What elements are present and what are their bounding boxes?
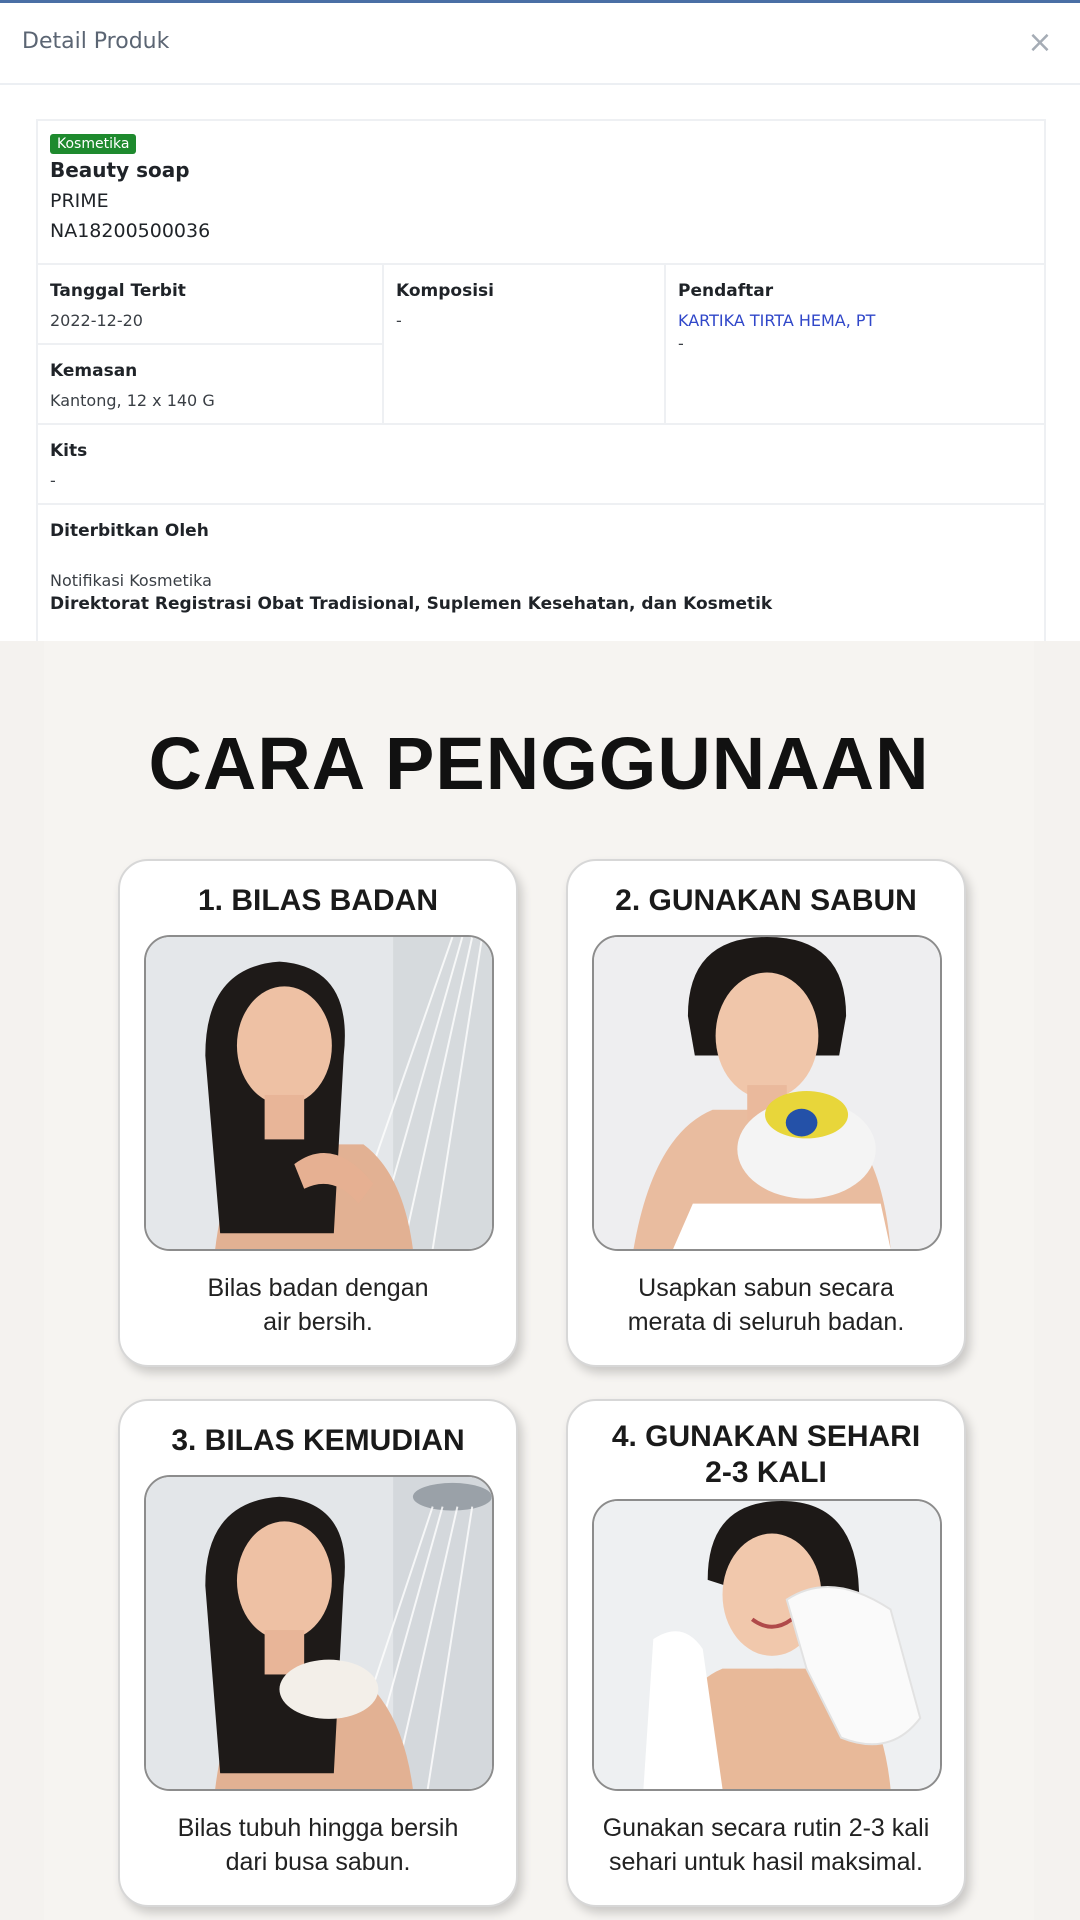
- step-title-line-2: 2-3 KALI: [705, 1456, 827, 1489]
- field-komposisi: [384, 265, 666, 425]
- shower-photo: [144, 935, 494, 1251]
- issuer-name: Direktorat Registrasi Obat Tradisional, Suplemen Kesehatan, dan Kosmetik: [50, 594, 773, 614]
- product-header: [38, 121, 1044, 265]
- product-detail-table: [36, 119, 1046, 641]
- field-value: -: [50, 471, 56, 490]
- field-label: Kits: [50, 441, 88, 461]
- field-value: Kantong, 12 x 140 G: [50, 391, 215, 410]
- field-value: 2022-12-20: [50, 311, 143, 330]
- field-tanggal-terbit: [38, 265, 384, 345]
- step-title: 3. BILAS KEMUDIAN: [171, 1424, 465, 1457]
- step-card-3: [118, 1399, 518, 1907]
- soap-lather-photo: [592, 935, 942, 1251]
- field-label: Pendaftar: [678, 281, 774, 301]
- field-kits: [38, 425, 1044, 505]
- product-detail-panel: [0, 85, 1080, 641]
- product-brand: PRIME: [50, 190, 109, 212]
- step-desc-line-1: Gunakan secara rutin 2-3 kali: [602, 1814, 930, 1842]
- step-card-4: [566, 1399, 966, 1907]
- step-desc-line-2: merata di seluruh badan.: [627, 1308, 905, 1336]
- modal-title: Detail Produk: [22, 29, 170, 54]
- registrant-link[interactable]: KARTIKA TIRTA HEMA, PT: [678, 311, 876, 330]
- step-card-1: [118, 859, 518, 1367]
- field-kemasan: [38, 345, 384, 425]
- step-desc-line-1: Bilas tubuh hingga bersih: [177, 1814, 459, 1842]
- field-pendaftar: [666, 265, 1044, 425]
- field-value: -: [678, 334, 684, 353]
- step-desc-line-2: air bersih.: [263, 1308, 373, 1336]
- field-label: Komposisi: [396, 281, 495, 301]
- step-desc-line-1: Usapkan sabun secara: [638, 1274, 894, 1302]
- field-label: Kemasan: [50, 361, 138, 381]
- usage-title: CARA PENGGUNAAN: [148, 722, 930, 805]
- usage-infographic: [44, 641, 1034, 1920]
- field-value: -: [396, 311, 402, 330]
- notification-type: Notifikasi Kosmetika: [50, 571, 212, 590]
- field-label: Diterbitkan Oleh: [50, 521, 209, 541]
- step-card-2: [566, 859, 966, 1367]
- step-desc-line-2: sehari untuk hasil maksimal.: [608, 1848, 923, 1876]
- product-name: Beauty soap: [50, 158, 190, 182]
- step-desc-line-1: Bilas badan dengan: [207, 1274, 429, 1302]
- field-diterbitkan-oleh: [38, 505, 1044, 643]
- close-icon[interactable]: ×: [1027, 25, 1053, 60]
- rinse-photo: [144, 1475, 494, 1791]
- step-title: 1. BILAS BADAN: [197, 884, 438, 917]
- modal-header: [0, 3, 1080, 85]
- towel-photo: [592, 1499, 942, 1791]
- registration-number: NA18200500036: [50, 220, 211, 242]
- step-desc-line-2: dari busa sabun.: [225, 1848, 411, 1876]
- step-title-line-1: 4. GUNAKAN SEHARI: [611, 1420, 921, 1453]
- step-title: 2. GUNAKAN SABUN: [615, 884, 917, 917]
- category-badge: Kosmetika: [50, 134, 136, 154]
- field-label: Tanggal Terbit: [50, 281, 186, 301]
